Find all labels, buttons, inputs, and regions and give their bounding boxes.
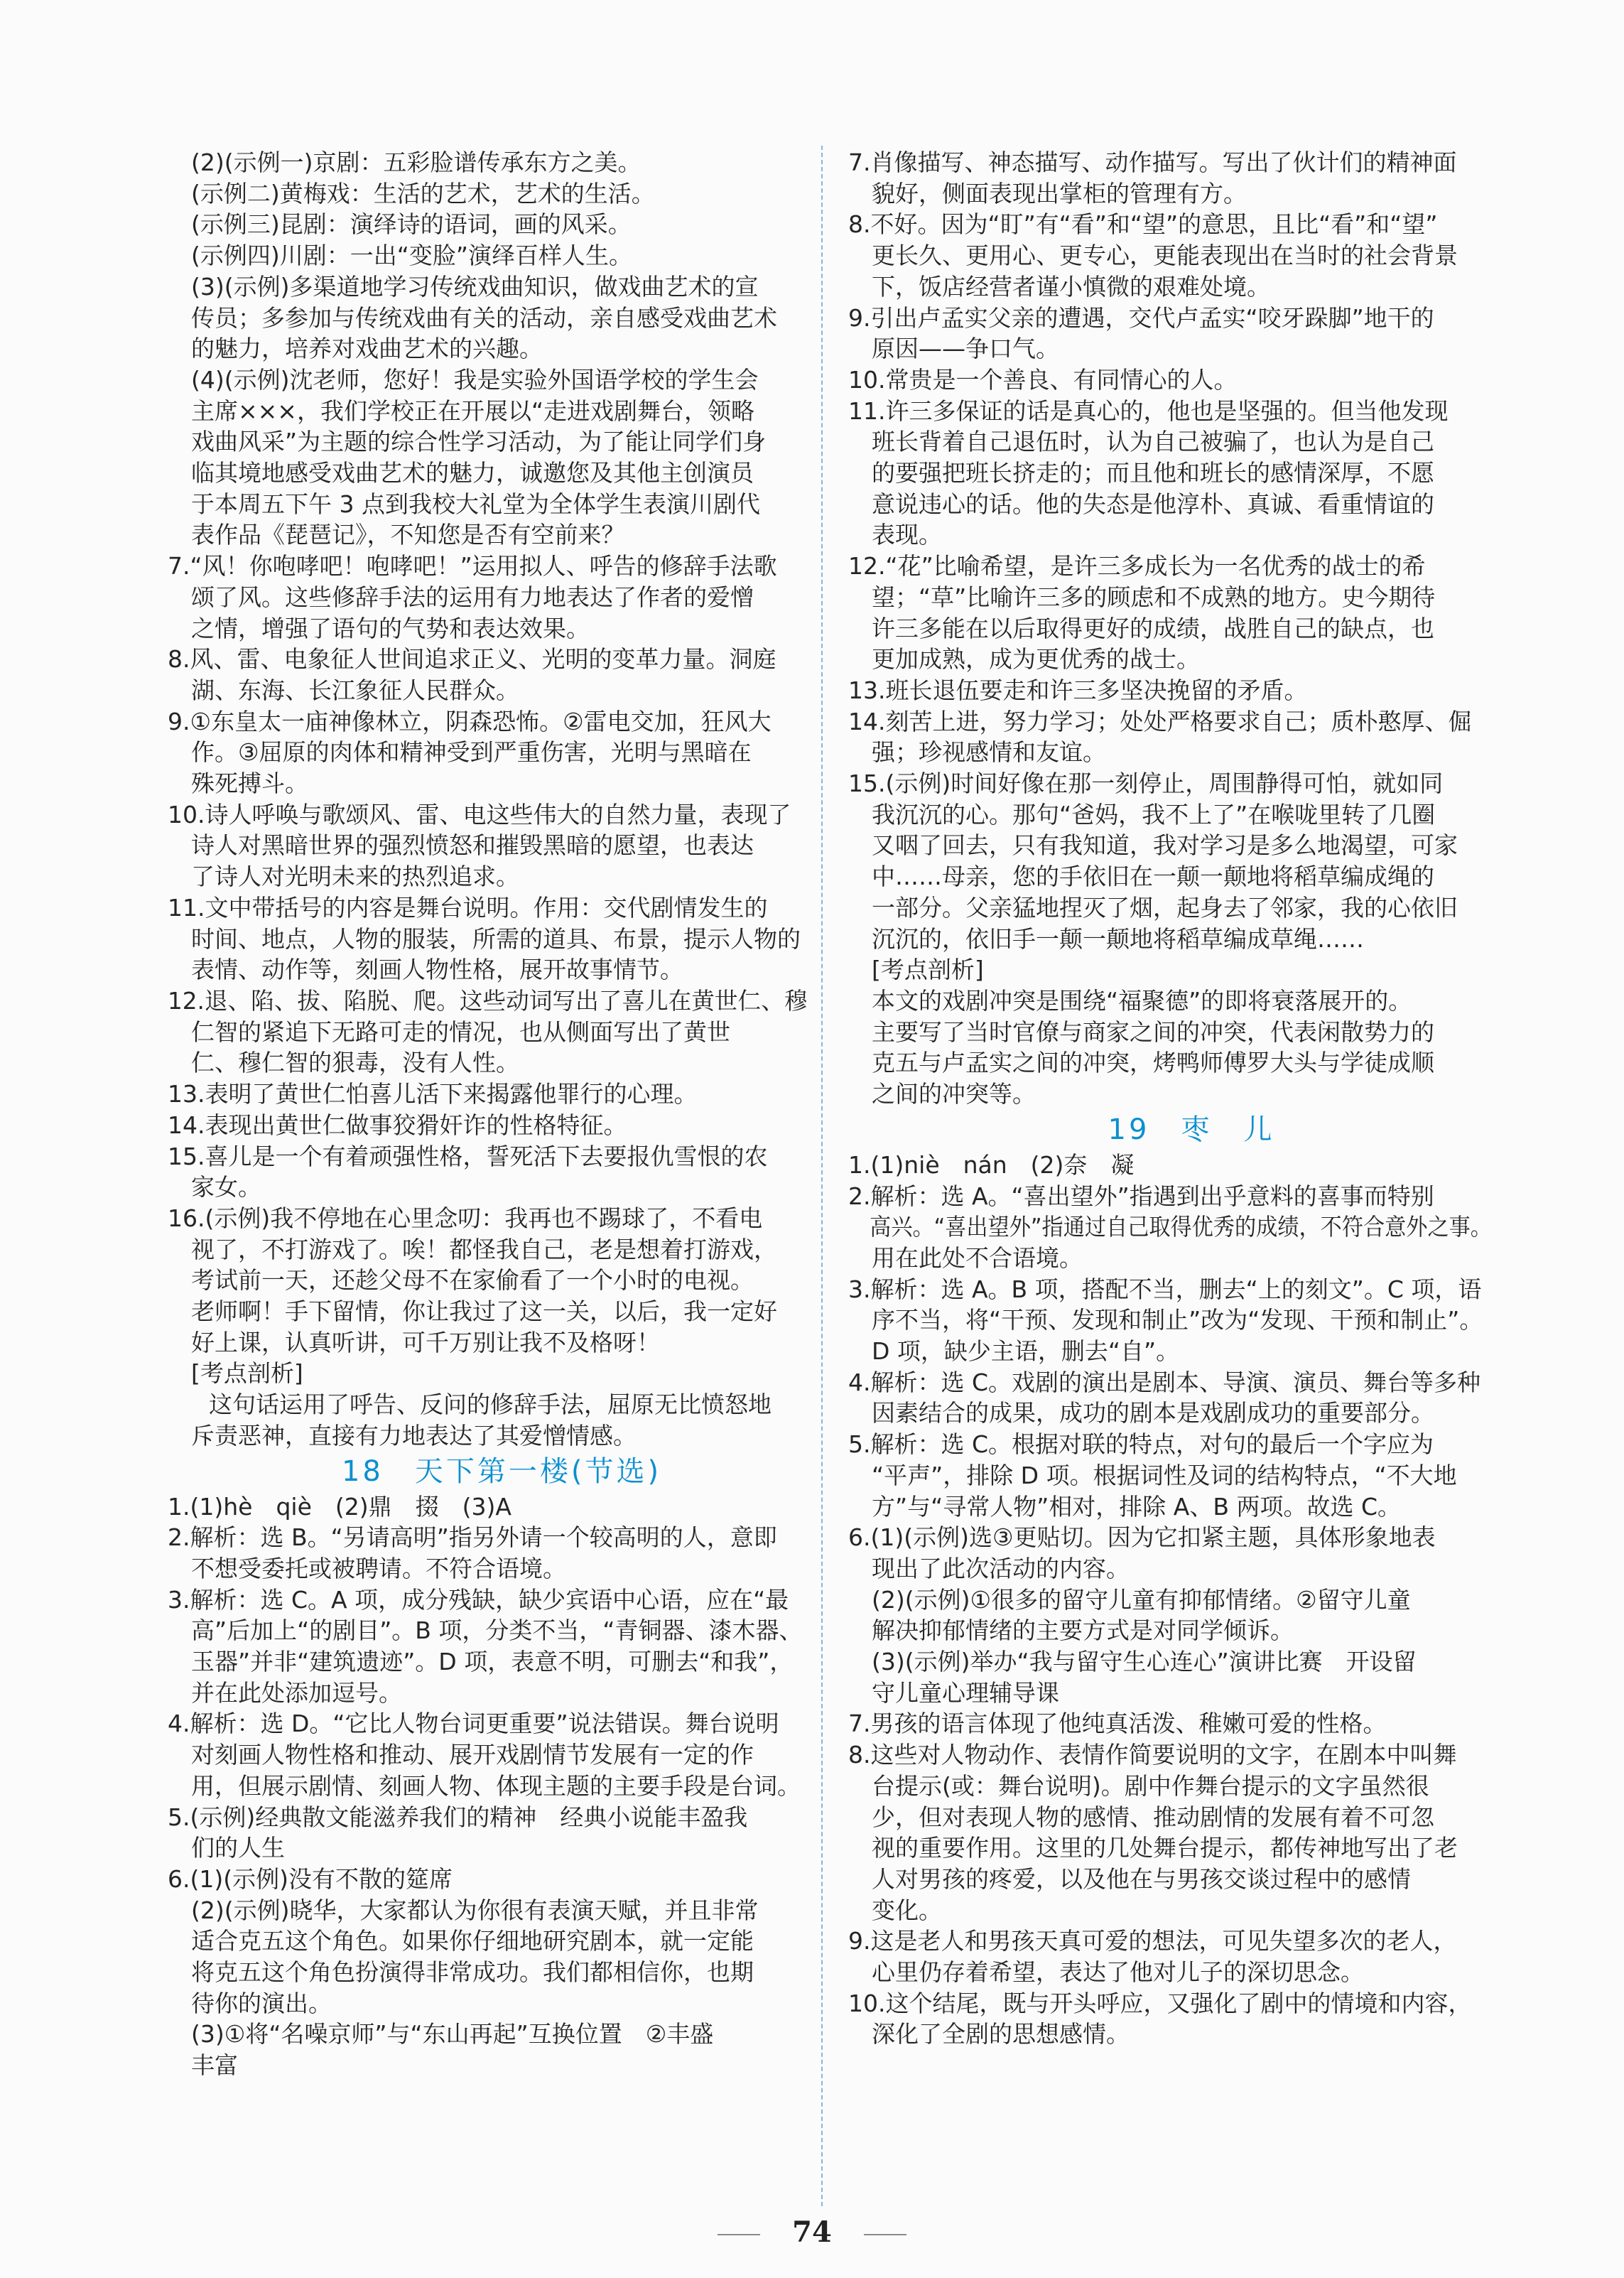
answer-line: 主席×××，我们学校正在开展以“走进戏剧舞台，领略 — [191, 396, 755, 425]
answer-line: 台提示(或：舞台说明)。剧中作舞台提示的文字虽然很 — [872, 1771, 1429, 1800]
answer-line: 视的重要作用。这里的几处舞台提示，都传神地写出了老 — [872, 1834, 1458, 1862]
answer-line: 方”与“寻常人物”相对，排除 A、B 两项。故选 C。 — [872, 1492, 1402, 1521]
answer-line: 守儿童心理辅导课 — [872, 1678, 1059, 1707]
answer-line: 视了，不打游戏了。唉！都怪我自己，老是想着打游戏， — [191, 1235, 777, 1263]
answer-line: 下，饭店经营者谨小慎微的艰难处境。 — [872, 272, 1270, 301]
answer-line: 临其境地感受戏曲艺术的魅力，诚邀您及其他主创演员 — [191, 459, 754, 487]
answer-line: 传员；多参加与传统戏曲有关的活动，亲自感受戏曲艺术 — [191, 303, 777, 332]
answer-line: 仁、穆仁智的狠毒，没有人性。 — [191, 1049, 519, 1077]
answer-line: 11.许三多保证的话是真心的，他也是坚强的。但当他发现 — [848, 396, 1449, 425]
answer-line: 家女。 — [191, 1173, 261, 1202]
answer-line: 3.解析：选 C。A 项，成分残缺，缺少宾语中心语，应在“最 — [168, 1585, 789, 1614]
answer-line: 12.“花”比喻希望，是许三多成长为一名优秀的战士的希 — [848, 552, 1426, 581]
answer-line: (3)①将“名噪京师”与“东山再起”互换位置 ②丰盛 — [191, 2020, 714, 2048]
answer-line: 班长背着自己退伍时，认为自己被骗了，也认为是自己 — [872, 428, 1434, 456]
answer-line: 10.这个结尾，既与开头呼应，又强化了剧中的情境和内容， — [848, 1989, 1472, 2017]
answer-line: 表情、动作等，刻画人物性格，展开故事情节。 — [191, 956, 683, 984]
answer-line: 仁智的紧追下无路可走的情况，也从侧面写出了黄世 — [191, 1017, 730, 1046]
answer-line: 13.班长退伍要走和许三多坚决挽留的矛盾。 — [848, 676, 1308, 704]
answer-line: 更长久、更用心、更专心，更能表现出在当时的社会背景 — [872, 242, 1458, 270]
answer-line: 克五与卢孟实之间的冲突，烤鸭师傅罗大头与学徒成顺 — [872, 1049, 1434, 1077]
answer-line: 13.表明了黄世仁怕喜儿活下来揭露他罪行的心理。 — [168, 1080, 698, 1108]
answer-line: 8.不好。因为“盯”有“看”和“望”的意思，且比“看”和“望” — [848, 210, 1438, 239]
answer-line: 10.常贵是一个善良、有同情心的人。 — [848, 365, 1238, 394]
answer-line: D 项，缺少主语，删去“自”。 — [872, 1337, 1180, 1366]
answer-line: 解决抑郁情绪的主要方式是对同学倾诉。 — [872, 1616, 1294, 1645]
answer-line: 对刻画人物性格和推动、展开戏剧情节发展有一定的作 — [191, 1741, 754, 1769]
answer-line: 5.解析：选 C。根据对联的特点，对句的最后一个字应为 — [848, 1430, 1434, 1459]
answer-line: (示例三)昆剧：演绎诗的语词，画的风采。 — [191, 210, 632, 239]
answer-line: 于本周五下午 3 点到我校大礼堂为全体学生表演川剧代 — [191, 490, 760, 518]
answer-line: [考点剖析] — [191, 1359, 303, 1388]
answer-line: 这句话运用了呼告、反问的修辞手法，屈原无比愤怒地 — [209, 1391, 772, 1419]
answer-line: 7.男孩的语言体现了他纯真活泼、稚嫩可爱的性格。 — [848, 1710, 1387, 1738]
answer-line: 中……母亲，您的手依旧在一颠一颠地将稻草编成绳的 — [872, 863, 1434, 891]
page-number-dash-right — [864, 2234, 906, 2235]
answer-line: 适合克五这个角色。如果你仔细地研究剧本，就一定能 — [191, 1927, 754, 1955]
answer-line: 9.这是老人和男孩天真可爱的想法，可见失望多次的老人， — [848, 1927, 1457, 1955]
answer-line: 殊死搏斗。 — [191, 770, 308, 798]
answer-line: 高兴。“喜出望外”指通过自己取得优秀的成绩，不符合意外之事。 — [870, 1213, 1492, 1241]
answer-line: 好上课，认真听讲，可千万别让我不及格呀！ — [191, 1328, 660, 1356]
answer-line: 强；珍视感情和友谊。 — [872, 738, 1106, 767]
answer-line: 3.解析：选 A。B 项，搭配不当，删去“上的刻文”。C 项，语 — [848, 1275, 1482, 1303]
answer-line: 用，但展示剧情、刻画人物、体现主题的主要手段是台词。 — [191, 1771, 801, 1800]
answer-line: 待你的演出。 — [191, 1989, 332, 2017]
answer-line: 诗人对黑暗世界的强烈愤怒和摧毁黑暗的愿望，也表达 — [191, 831, 754, 860]
answer-line: 7.肖像描写、神态描写、动作描写。写出了伙计们的精神面 — [848, 149, 1457, 176]
answer-line: (3)(示例)举办“我与留守生心连心”演讲比赛 开设留 — [872, 1648, 1417, 1676]
answer-line: (示例四)川剧：一出“变脸”演绎百样人生。 — [191, 242, 632, 270]
answer-line: 的魅力，培养对戏曲艺术的兴趣。 — [191, 335, 543, 363]
answer-line: 许三多能在以后取得更好的成绩，战胜自己的缺点，也 — [872, 614, 1434, 642]
answer-line: 心里仍存着希望，表达了他对儿子的深切思念。 — [872, 1958, 1364, 1987]
answer-line: 意说违心的话。他的失态是他淳朴、真诚、看重情谊的 — [872, 490, 1434, 518]
answer-line: 7.“风！你咆哮吧！咆哮吧！”运用拟人、呼告的修辞手法歌 — [168, 552, 777, 581]
answer-line: 玉器”并非“建筑遗迹”。D 项，表意不明，可删去“和我”， — [191, 1648, 794, 1676]
section-heading: 19 枣 儿 — [1108, 1113, 1275, 1146]
answer-line: (2)(示例一)京剧：五彩脸谱传承东方之美。 — [191, 149, 642, 176]
answer-line: 本文的戏剧冲突是围绕“福聚德”的即将衰落展开的。 — [872, 986, 1412, 1015]
answer-line: 将克五这个角色扮演得非常成功。我们都相信你，也期 — [191, 1958, 754, 1987]
answer-line: 16.(示例)我不停地在心里念叨：我再也不踢球了，不看电 — [168, 1204, 763, 1232]
answer-line: 戏曲风采”为主题的综合性学习活动，为了能让同学们身 — [191, 428, 767, 456]
answer-line: 丰富 — [191, 2051, 238, 2080]
answer-line: 考试前一天，还趁父母不在家偷看了一个小时的电视。 — [191, 1266, 754, 1295]
answer-line: 8.风、雷、电象征人世间追求正义、光明的变革力量。洞庭 — [168, 645, 776, 674]
answer-line: 14.刻苦上进，努力学习；处处严格要求自己；质朴憨厚、倔 — [848, 707, 1472, 735]
column-divider — [821, 146, 823, 2206]
answer-line: 4.解析：选 D。“它比人物台词更重要”说法错误。舞台说明 — [168, 1710, 779, 1738]
answer-line: 颂了风。这些修辞手法的运用有力地表达了作者的爱憎 — [191, 583, 754, 611]
answer-line: 11.文中带括号的内容是舞台说明。作用：交代剧情发生的 — [168, 893, 768, 922]
answer-line: 6.(1)(示例)没有不散的筵席 — [168, 1864, 453, 1893]
answer-line: 我沉沉的心。那句“爸妈，我不上了”在喉咙里转了几圈 — [872, 800, 1436, 828]
answer-line: 5.(示例)经典散文能滋养我们的精神 经典小说能丰盈我 — [168, 1803, 748, 1831]
answer-line: 15.喜儿是一个有着顽强性格，誓死活下去要报仇雪恨的农 — [168, 1142, 768, 1170]
answer-line: 原因——争口气。 — [872, 335, 1059, 363]
answer-line: 少，但对表现人物的感情、推动剧情的发展有着不可忽 — [872, 1803, 1434, 1831]
answer-line: (3)(示例)多渠道地学习传统戏曲知识，做戏曲艺术的宣 — [191, 272, 759, 301]
section-heading: 18 天下第一楼(节选) — [341, 1454, 662, 1488]
answer-line: 沉沉的，依旧手一颠一颠地将稻草编成草绳…… — [872, 924, 1364, 953]
right-column — [848, 147, 1492, 2050]
answer-line: 因素结合的成果，成功的剧本是戏剧成功的重要部分。 — [872, 1399, 1434, 1427]
answer-line: (2)(示例)①很多的留守儿童有抑郁情绪。②留守儿童 — [872, 1585, 1411, 1614]
answer-line: 2.解析：选 B。“另请高明”指另外请一个较高明的人，意即 — [168, 1523, 777, 1552]
answer-line: 10.诗人呼唤与歌颂风、雷、电这些伟大的自然力量，表现了 — [168, 800, 791, 828]
answer-line: 现出了此次活动的内容。 — [872, 1554, 1130, 1582]
answer-line: 了诗人对光明未来的热烈追求。 — [191, 863, 519, 891]
left-column — [168, 147, 807, 2081]
answer-line: 1.(1)niè nán (2)奈 凝 — [848, 1150, 1135, 1179]
answer-line: 主要写了当时官僚与商家之间的冲突，代表闲散势力的 — [872, 1017, 1434, 1046]
answer-line: 2.解析：选 A。“喜出望外”指遇到出乎意料的喜事而特别 — [848, 1182, 1434, 1210]
answer-line: 8.这些对人物动作、表情作简要说明的文字，在剧本中叫舞 — [848, 1741, 1457, 1769]
answer-line: 一部分。父亲猛地捏灭了烟，起身去了邻家，我的心依旧 — [872, 893, 1458, 922]
answer-line: 表作品《琵琶记》，不知您是否有空前来？ — [191, 521, 625, 549]
answer-line: 人对男孩的疼爱，以及他在与男孩交谈过程中的感情 — [872, 1864, 1411, 1893]
answer-line: 之情，增强了语句的气势和表达效果。 — [191, 614, 590, 642]
answer-line: 时间、地点，人物的服装，所需的道具、布景，提示人物的 — [191, 924, 801, 953]
answer-line: 12.退、陷、拔、陷脱、爬。这些动词写出了喜儿在黄世仁、穆 — [168, 986, 808, 1015]
answer-line: 貌好，侧面表现出掌柜的管理有方。 — [872, 179, 1247, 207]
answer-line: 并在此处添加逗号。 — [191, 1678, 402, 1707]
answer-line: 用在此处不合语境。 — [872, 1243, 1083, 1272]
answer-line: 14.表现出黄世仁做事狡猾奸诈的性格特征。 — [168, 1111, 627, 1139]
answer-line: 不想受委托或被聘请。不符合语境。 — [191, 1554, 566, 1582]
answer-line: 深化了全剧的思想感情。 — [872, 2020, 1130, 2048]
answer-line: 变化。 — [872, 1896, 942, 1924]
answer-line: 老师啊！手下留情，你让我过了这一关，以后，我一定好 — [191, 1297, 777, 1326]
answer-line: 望；“草”比喻许三多的顾虑和不成熟的地方。史今期待 — [872, 583, 1436, 611]
answer-line: 作。③屈原的肉体和精神受到严重伤害，光明与黑暗在 — [191, 738, 752, 767]
answer-line: (4)(示例)沈老师，您好！我是实验外国语学校的学生会 — [191, 365, 759, 394]
answer-line: 的要强把班长挤走的；而且他和班长的感情深厚，不愿 — [872, 459, 1434, 487]
answer-line: 表现。 — [872, 521, 942, 549]
answer-line: “平声”，排除 D 项。根据词性及词的结构特点，“不大地 — [872, 1461, 1457, 1489]
answer-line: 9.①东皇太一庙神像林立，阴森恐怖。②雷电交加，狂风大 — [168, 707, 772, 735]
answer-line: 4.解析：选 C。戏剧的演出是剧本、导演、演员、舞台等多种 — [848, 1368, 1481, 1396]
answer-line: 又咽了回去，只有我知道，我对学习是多么地渴望，可家 — [872, 831, 1458, 860]
answer-line: [考点剖析] — [872, 956, 984, 984]
answer-line: 高”后加上“的剧目”。B 项，分类不当，“青铜器、漆木器、 — [191, 1616, 803, 1645]
answer-line: (示例二)黄梅戏：生活的艺术，艺术的生活。 — [191, 179, 655, 207]
answer-line: 6.(1)(示例)选③更贴切。因为它扣紧主题，具体形象地表 — [848, 1523, 1436, 1552]
page-number: 74 — [792, 2215, 832, 2249]
answer-line: 之间的冲突等。 — [872, 1080, 1036, 1108]
answer-line: 序不当，将“干预、发现和制止”改为“发现、干预和制止”。 — [872, 1306, 1483, 1334]
answer-line: 15.(示例)时间好像在那一刻停止，周围静得可怕，就如同 — [848, 770, 1444, 798]
answer-line: 更加成熟，成为更优秀的战士。 — [872, 645, 1200, 674]
answer-line: 们的人生 — [191, 1834, 285, 1862]
answer-line: 1.(1)hè qiè (2)鼎 掇 (3)A — [168, 1492, 511, 1521]
answer-line: 斥责恶神，直接有力地表达了其爱憎情感。 — [191, 1421, 637, 1450]
answer-line: 湖、东海、长江象征人民群众。 — [191, 676, 519, 704]
answer-line: 9.引出卢孟实父亲的遭遇，交代卢孟实“咬牙跺脚”地干的 — [848, 303, 1434, 332]
answer-line: (2)(示例)晓华，大家都认为你很有表演天赋，并且非常 — [191, 1896, 759, 1924]
